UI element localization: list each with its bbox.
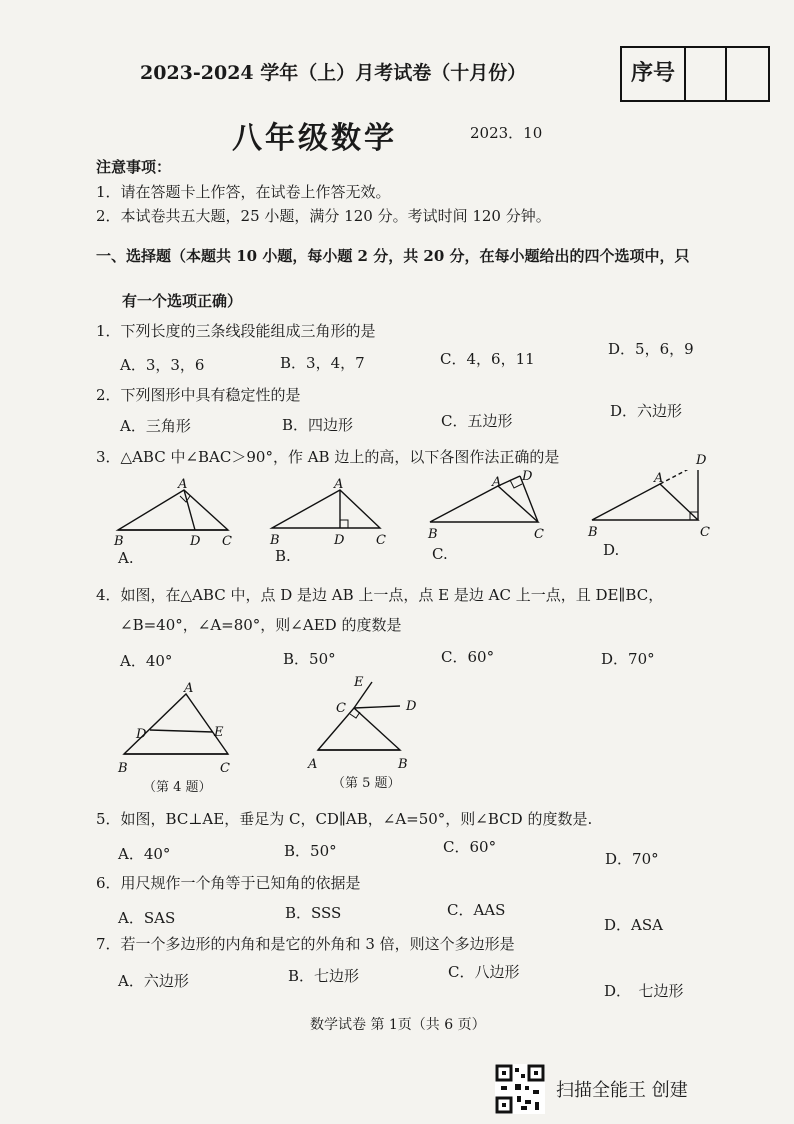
q1-stem: 1．下列长度的三条线段能组成三角形的是 <box>96 322 376 340</box>
q4-option-d: D．70° <box>601 650 655 668</box>
q5-figure-caption: （第 5 题） <box>332 776 401 791</box>
svg-text:D: D <box>136 727 147 742</box>
q2-stem: 2．下列图形中具有稳定性的是 <box>96 386 301 404</box>
svg-text:C: C <box>222 534 232 549</box>
q1-option-a: A．3，3，6 <box>120 356 205 374</box>
section1-title-cont: 有一个选项正确） <box>122 292 243 310</box>
q6-stem: 6．用尺规作一个角等于已知角的依据是 <box>96 874 361 892</box>
q4-stem-line2: ∠B=40°，∠A=80°，则∠AED 的度数是 <box>120 616 402 634</box>
svg-text:B: B <box>588 525 598 540</box>
seq-label: 序号 <box>622 48 686 100</box>
q7-option-a: A．六边形 <box>118 972 189 990</box>
q3-figure-b <box>269 477 386 548</box>
svg-text:A: A <box>184 681 194 696</box>
q6-option-a: A．SAS <box>118 909 176 927</box>
q3-figure-a <box>113 477 232 549</box>
note-1: 1．请在答题卡上作答，在试卷上作答无效。 <box>96 183 391 201</box>
exam-title-line: 2023-2024 学年（上）月考试卷（十月份） <box>140 62 527 84</box>
note-2: 2．本试卷共五大题，25 小题，满分 120 分。考试时间 120 分钟。 <box>96 207 551 225</box>
q3-stem: 3．△ABC 中∠BAC＞90°，作 AB 边上的高，以下各图作法正确的是 <box>96 448 560 466</box>
q2-option-d: D．六边形 <box>610 402 683 420</box>
q4-option-b: B．50° <box>283 650 336 668</box>
q3-figure-c <box>427 470 544 542</box>
svg-text:C: C <box>220 761 230 776</box>
q7-option-c: C．八边形 <box>448 963 520 981</box>
section1-title: 一、选择题（本题共 10 小题，每小题 2 分，共 20 分，在每小题给出的四个选项中，只 <box>96 247 690 265</box>
q3-option-a: A. <box>118 549 134 567</box>
q4-option-a: A．40° <box>120 652 173 670</box>
svg-text:C: C <box>534 527 544 542</box>
svg-text:B: B <box>270 533 280 548</box>
svg-text:B: B <box>398 757 408 772</box>
svg-text:E: E <box>214 725 224 740</box>
exam-date: 2023．10 <box>470 124 543 142</box>
page-number: 数学试卷 第 1页（共 6 页） <box>310 1017 486 1033</box>
q6-option-d: D．ASA <box>604 916 663 934</box>
q1-option-b: B．3，4，7 <box>280 354 365 372</box>
q3-option-c: C. <box>432 545 448 563</box>
svg-text:E: E <box>354 676 364 690</box>
q7-option-d: D． 七边形 <box>604 982 684 1000</box>
svg-text:D: D <box>696 453 707 468</box>
q7-option-b: B．七边形 <box>288 967 360 985</box>
svg-text:C: C <box>376 533 386 548</box>
svg-text:A: A <box>178 477 188 492</box>
svg-text:C: C <box>336 701 346 716</box>
q3-figures <box>100 470 740 560</box>
notes-heading: 注意事项： <box>96 158 172 176</box>
q6-option-b: B．SSS <box>285 904 342 922</box>
q7-stem: 7．若一个多边形的内角和是它的外角和 3 倍，则这个多边形是 <box>96 935 515 953</box>
q5-option-d: D．70° <box>605 850 659 868</box>
svg-text:A: A <box>308 757 318 772</box>
svg-text:C: C <box>700 525 710 540</box>
q4-option-c: C．60° <box>441 648 495 666</box>
svg-text:A: A <box>492 475 502 490</box>
svg-text:D: D <box>522 470 533 484</box>
subject-title: 八年级数学 <box>232 121 397 156</box>
q2-option-a: A．三角形 <box>120 417 191 435</box>
q5-stem: 5．如图，BC⊥AE，垂足为 C，CD∥AB，∠A=50°，则∠BCD 的度数是. <box>96 810 593 828</box>
svg-text:B: B <box>428 527 438 542</box>
svg-text:B: B <box>118 761 128 776</box>
q3-option-b: B. <box>275 547 291 565</box>
q4-figure <box>117 681 230 776</box>
q5-option-c: C．60° <box>443 838 497 856</box>
svg-text:B: B <box>114 534 124 549</box>
svg-text:A: A <box>654 471 664 486</box>
q1-option-d: D．5，6，9 <box>608 340 694 358</box>
q2-option-c: C．五边形 <box>441 412 513 430</box>
q5-option-a: A．40° <box>118 845 171 863</box>
scanner-watermark: 扫描全能王 创建 <box>556 1080 688 1101</box>
q6-option-c: C．AAS <box>447 901 506 919</box>
q3-figure-d <box>587 470 710 540</box>
q5-figure <box>307 676 417 772</box>
q3-option-d: D. <box>603 541 620 559</box>
q4-stem-line1: 4．如图，在△ABC 中，点 D 是边 AB 上一点，点 E 是边 AC 上一点，且 DE∥BC， <box>96 586 664 604</box>
q1-option-c: C．4，6，11 <box>440 350 535 368</box>
q4-figure-caption: （第 4 题） <box>143 780 212 795</box>
seq-box <box>620 46 770 102</box>
qr-code-icon <box>495 1064 545 1114</box>
svg-text:A: A <box>334 477 344 492</box>
q2-option-b: B．四边形 <box>282 416 354 434</box>
svg-text:D: D <box>334 533 345 548</box>
svg-text:D: D <box>190 534 201 549</box>
svg-text:D: D <box>406 699 417 714</box>
q5-option-b: B．50° <box>284 842 337 860</box>
